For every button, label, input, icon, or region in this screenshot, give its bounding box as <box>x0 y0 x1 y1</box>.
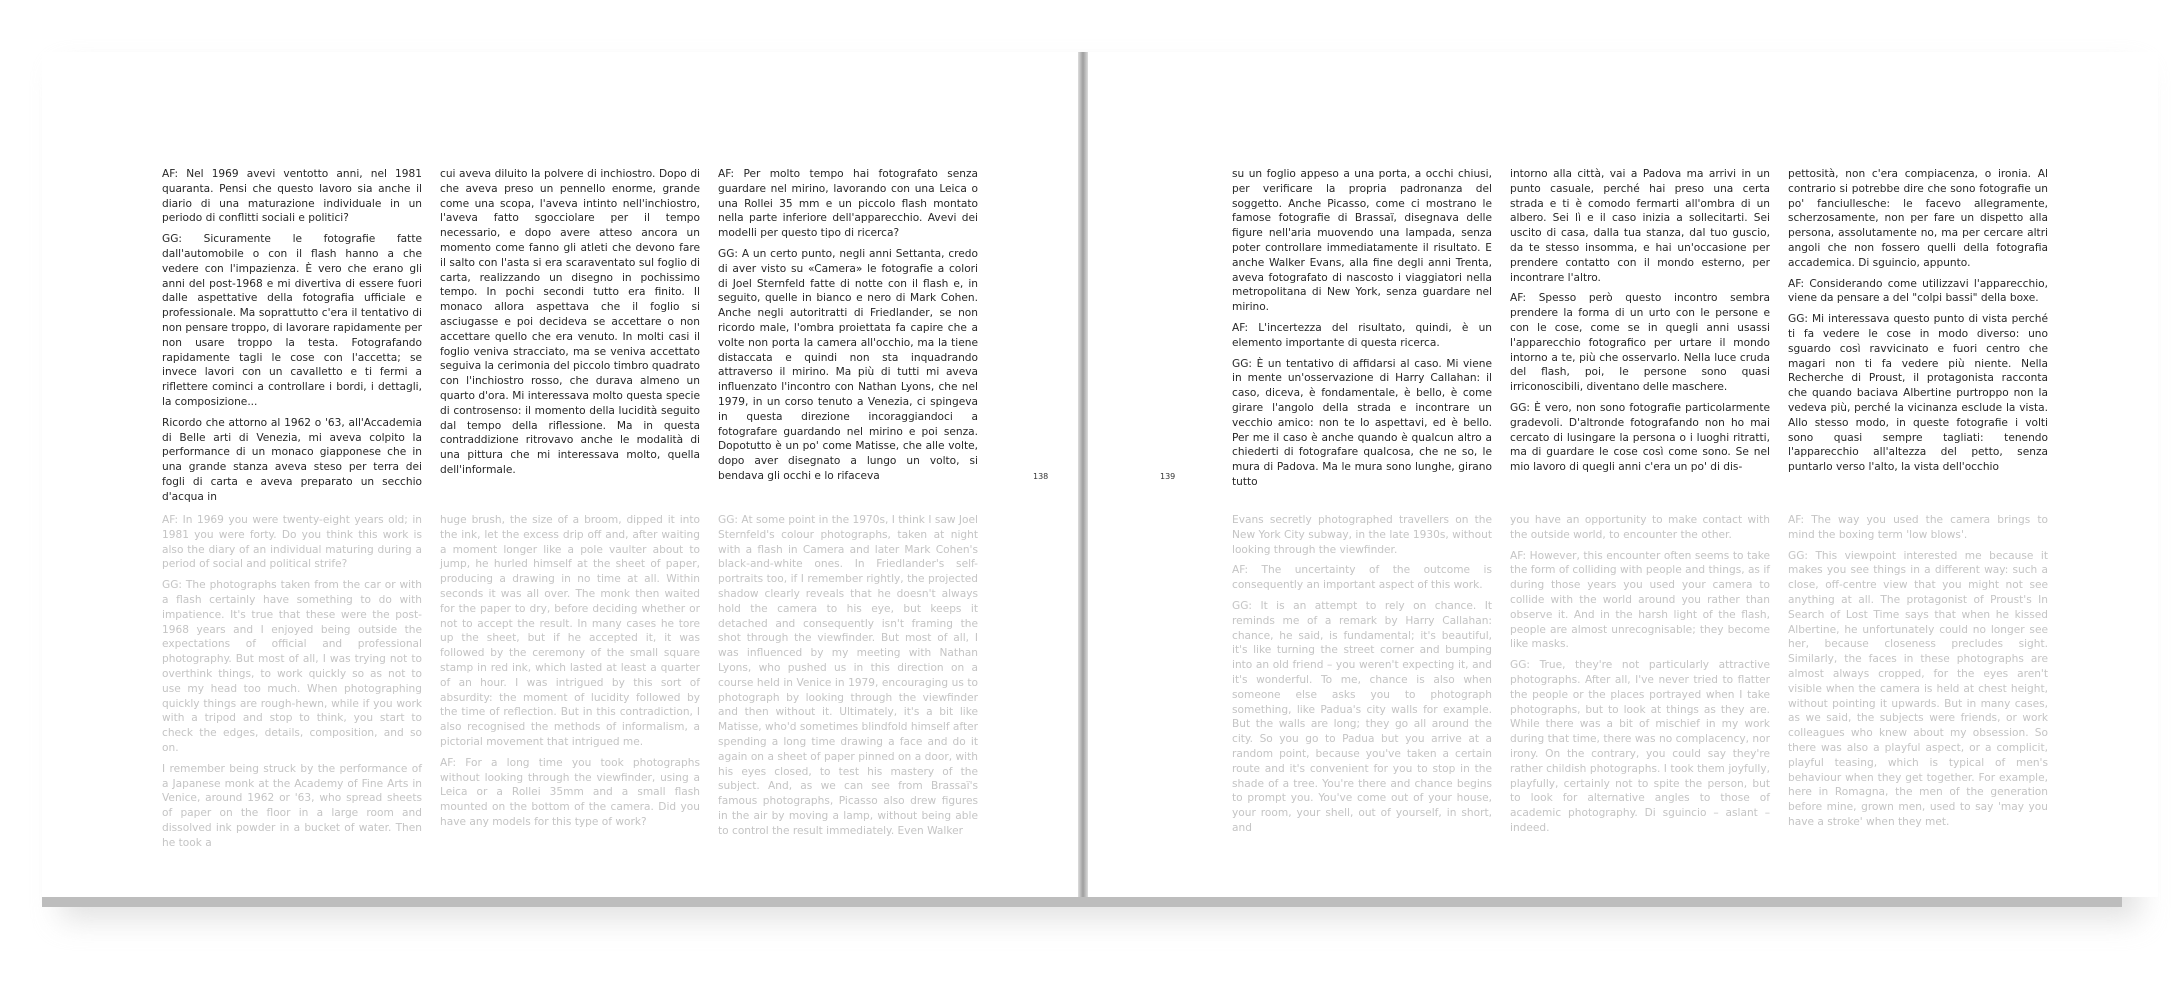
page-number-left: 138 <box>1033 472 1049 481</box>
paragraph: GG: È vero, non sono fotografie particolarmente gradevoli. D'altronde fotografando non ho mai cercato di lusingare la persona o i luoghi ritratti, ma di guardare le cose così come sono. Se nel mio lavoro di quegli anni c'era un po' di dis- <box>1510 401 1770 474</box>
italian-column-3 <box>718 167 978 490</box>
paragraph: AF: The way you used the camera brings to mind the boxing term 'low blows'. <box>1788 514 2048 541</box>
italian-column-5 <box>1510 167 1770 481</box>
paragraph: AF: Nel 1969 avevi ventotto anni, nel 1981 quaranta. Pensi che questo lavoro sia anche il diario di una maturazione individuale in un periodo di conflitti sociali e politici? <box>162 168 422 225</box>
paragraph: huge brush, the size of a broom, dipped it into the ink, let the excess drip off and, after waiting a moment longer like a pole vaulter about to jump, he hurled himself at the sheet of paper, producing a drawing in no time at all. Within seconds it was all over. The monk then waited for the paper to dry, before deciding whether or not to accept the result. In many cases he tore up the sheet, but if he accepted it, it was followed by the ceremony of the small square stamp in red ink, which lasted at least a quarter of an hour. I was intrigued by this sort of absurdity: the moment of lucidity followed by the time of reflection. But in this contradiction, I also recognised the methods of informalism, a pictorial movement that intrigued me. <box>440 514 700 748</box>
paragraph: intorno alla città, vai a Padova ma arrivi in un punto casuale, perché hai preso una certa strada e ti è comodo fermarti all'ombra di un albero. Sei lì e il caso inizia a sollecitarti. Sei uscito di casa, dalla tua stanza, dal tuo guscio, da te stesso insomma, e hai un'occasione per prendere contatto con il mondo esterno, per incontrare l'altro. <box>1510 168 1770 284</box>
book-gutter <box>1078 52 1088 897</box>
paragraph: GG: A un certo punto, negli anni Settanta, credo di aver visto su «Camera» le fotografie a colori di Joel Sternfeld fatte di notte con il flash e, in seguito, quelle in bianco e nero di Mark Cohen. Anche negli autoritratti di Friedlander, se non ricordo male, l'ombra proiettata fa capire che a volte non porta la camera all'occhio, ma la tiene distaccata e quindi non sta inquadrando attraverso il mirino. Ma più di tutti mi aveva influenzato l'incontro con Nathan Lyons, che nel 1979, in un corso tenuto a Venezia, ci spingeva in questa direzione incoraggiandoci a fotografare guardando nel mirino e poi senza. Dopotutto è un po' come Matisse, che alle volte, dopo aver disegnato a lungo un volto, si bendava gli occhi e lo rifaceva <box>718 247 978 482</box>
right-page <box>1082 52 2158 897</box>
italian-column-6 <box>1788 167 2048 481</box>
paragraph: AF: L'incertezza del risultato, quindi, è un elemento importante di questa ricerca. <box>1232 321 1492 349</box>
paragraph: GG: This viewpoint interested me because it makes you see things in a different way: such a close, off-centre view that you might not see anything at all. The protagonist of Proust's In Search of Lost Time says that when he kissed Albertine, he unfortunately could no longer see her, because closeness precludes sight. Similarly, the faces in these photographs are almost always cropped, for the eyes aren't visible when the camera is held at chest height, without pointing it upwards. But in many cases, as we said, the subjects were friends, or work colleagues who knew about my obsession. So there was also a playful aspect, or a complicit, playful teasing, which is typical of men's behaviour when they get together. For example, here in Romagna, the men of the generation before mine, grown men, used to say 'may you have a stroke' when they met. <box>1788 549 2048 828</box>
paragraph: GG: The photographs taken from the car or with a flash certainly have something to do with impatience. It's true that these were the post-1968 years and I enjoyed being outside the expectations of official and professional photography. But most of all, I was trying not to overthink things, to work quickly so as not to use my head too much. When photographing quickly things are rough-hewn, while if you work with a tripod and stop to think, you start to check the edges, details, composition, and so on. <box>162 579 422 754</box>
paragraph: Ricordo che attorno al 1962 o '63, all'Accademia di Belle arti di Venezia, mi aveva colpito la performance di un monaco giapponese che in una grande stanza aveva steso per terra dei fogli di carta e aveva preparato un secchio d'acqua in <box>162 416 422 503</box>
paragraph: pettosità, non c'era compiacenza, o ironia. Al contrario si potrebbe dire che sono fotografie un po' fanciullesche: le facevo allegramente, scherzosamente, non per fare un dispetto alla persona, assolutamente no, ma per cercare altri angoli che non fossero quelli della fotografia accademica. Di sguincio, appunto. <box>1788 168 2048 269</box>
left-page <box>42 52 1082 897</box>
italian-column-2 <box>440 167 700 484</box>
paragraph: AF: Per molto tempo hai fotografato senza guardare nel mirino, lavorando con una Leica o una Rollei 35 mm e un piccolo flash montato nella parte inferiore dell'apparecchio. Avevi dei modelli per questo tipo di ricerca? <box>718 168 978 240</box>
paragraph: Evans secretly photographed travellers on the New York City subway, in the late 1930s, without looking through the viewfinder. <box>1232 514 1492 556</box>
paragraph: GG: È un tentativo di affidarsi al caso. Mi viene in mente un'osservazione di Harry Callahan: il caso, diceva, è fondamentale, è bello, è come girare l'angolo della strada e incontrare un vecchio amico: non te lo aspettavi, ed è bello. Per me il caso è anche quando è qualcun altro a chiederti di fotografare qualcosa, che ne so, le mura di Padova. Ma le mura sono lunghe, girano tutto <box>1232 357 1492 488</box>
paragraph: AF: However, this encounter often seems to take the form of colliding with people and things, as if during those years you used your camera to collide with the world around you rather than observe it. And in the harsh light of the flash, people are almost unrecognisable; they become like masks. <box>1510 549 1770 651</box>
paragraph: GG: Mi interessava questo punto di vista perché ti fa vedere le cose in modo diverso: uno sguardo così ravvicinato e fuori centro che magari non ti fa vedere più niente. Nella Recherche di Proust, il protagonista racconta che quando baciava Albertine purtroppo non la vedeva più, perché la vicinanza esclude la vista. Allo stesso modo, in queste fotografie i volti sono quasi sempre tagliati: tenendo l'apparecchio all'altezza del petto, senza puntarlo verso l'alto, la vista dell'occhio <box>1788 313 2048 474</box>
paragraph: you have an opportunity to make contact with the outside world, to encounter the other. <box>1510 514 1770 541</box>
paragraph: AF: In 1969 you were twenty-eight years old; in 1981 you were forty. Do you think this work is also the diary of an individual maturing during a period of social and political strife? <box>162 514 422 571</box>
english-column-2 <box>440 513 700 836</box>
paragraph: cui aveva diluito la polvere di inchiostro. Dopo di che aveva preso un pennello enorme, grande come una scopa, l'aveva intinto nell'inchiostro, l'aveva fatto sgocciolare per il tempo necessario, e dopo avere atteso ancora un momento come fanno gli atleti che devono fare il salto con l'asta si era scaraventato sul foglio di carta, realizzando un disegno in pochissimo tempo. In pochi secondi tutto era finito. Il monaco allora aspettava che il foglio si asciugasse e poi decideva se accettare o non accettare quello che era venuto. In molti casi il foglio veniva stracciato, ma se veniva accettato seguiva la cerimonia del piccolo timbro quadrato con l'inchiostro rosso, che durava almeno un quarto d'ora. Mi interessava molto questa specie di controsenso: il momento della lucidità seguito dal tempo della riflessione. Ma in questa contraddizione ritrovavo anche le modalità di una pittura che mi interessava molto, quella dell'informale. <box>440 168 700 476</box>
paragraph: GG: True, they're not particularly attractive photographs. After all, I've never tried to flatter the people or the places portrayed when I take photographs, but to look at things as they are. While there was a bit of mischief in my work during that time, there was no complacency, nor irony. On the contrary, you could say they're rather childish photographs. I took them joyfully, playfully, certainly not to spite the person, but to look for alternative angles to those of academic photography. Di sguincio – aslant – indeed. <box>1510 659 1770 834</box>
paragraph: AF: The uncertainty of the outcome is consequently an important aspect of this work. <box>1232 564 1492 592</box>
paragraph: I remember being struck by the performance of a Japanese monk at the Academy of Fine Arts in Venice, around 1962 or '63, who spread sheets of paper on the floor in a large room and dissolved ink powder in a bucket of water. Then he took a <box>162 762 422 849</box>
english-column-5 <box>1510 513 1770 842</box>
english-column-6 <box>1788 513 2048 836</box>
italian-column-4 <box>1232 167 1492 496</box>
english-column-3 <box>718 513 978 845</box>
paragraph: GG: It is an attempt to rely on chance. It reminds me of a remark by Harry Callahan: chance, he said, is fundamental; it's beautiful, it's like turning the street corner and bumping into an old friend – you weren't expecting it, and it's wonderful. To me, chance is also when someone else asks you to photograph something, like Padua's city walls for example. But the walls are long; they go all around the city. So you go to Padua but you arrive at a random point, because you've taken a certain route and it's convenient for you to stop in the shade of a tree. You're there and chance begins to prompt you. You've come out of your house, your room, your shell, out of yourself, in short, and <box>1232 599 1492 834</box>
english-column-4 <box>1232 513 1492 842</box>
open-book <box>42 52 2122 907</box>
paragraph: AF: Considerando come utilizzavi l'apparecchio, viene da pensare a del "colpi bassi" della boxe. <box>1788 277 2048 305</box>
paragraph: GG: At some point in the 1970s, I think I saw Joel Sternfeld's colour photographs, taken at night with a flash in Camera and later Mark Cohen's black-and-white ones. In Friedlander's self-portraits too, if I remember rightly, the projected shadow clearly reveals that he doesn't always hold the camera to his eye, but keeps it detached and consequently isn't framing the shot through the viewfinder. But most of all, I was influenced by my meeting with Nathan Lyons, who pushed us in this direction on a course held in Venice in 1979, encouraging us to photograph by looking through the viewfinder and then without it. Ultimately, it's a bit like Matisse, who'd sometimes blindfold himself after spending a long time drawing a face and do it again on a sheet of paper pinned on a door, with his eyes closed, to test his mastery of the subject. And, as we can see from Brassaï's famous photographs, Picasso also drew figures in the air by moving a lamp, without being able to control the result immediately. Even Walker <box>718 514 978 837</box>
page-number-right: 139 <box>1160 472 1176 481</box>
paragraph: AF: Spesso però questo incontro sembra prendere la forma di un urto con le persone e con le cose, come se in quegli anni usassi l'apparecchio fotografico per urtare il mondo intorno a te, più che osservarlo. Nella luce cruda del flash, poi, le persone sono quasi irriconoscibili, diventano delle maschere. <box>1510 292 1770 394</box>
paragraph: GG: Sicuramente le fotografie fatte dall'automobile o con il flash hanno a che vedere con l'impazienza. È vero che erano gli anni del post-1968 e mi divertiva di essere fuori dalle aspettative della fotografia ufficiale e professionale. Ma soprattutto c'era il tentativo di non pensare troppo, di lavorare rapidamente per non usare troppo la testa. Fotografando rapidamente tagli le cose con l'accetta; se invece lavori con un cavalletto e ti fermi a riflettere cominci a controllare i bordi, i dettagli, la composizione... <box>162 233 422 408</box>
paragraph: AF: For a long time you took photographs without looking through the viewfinder, using a Leica or a Rollei 35mm and a small flash mounted on the bottom of the camera. Did you have any models for this type of work? <box>440 756 700 828</box>
english-column-1 <box>162 513 422 857</box>
paragraph: su un foglio appeso a una porta, a occhi chiusi, per verificare la propria padronanza del soggetto. Anche Picasso, come ci mostrano le famose fotografie di Brassaï, disegnava delle figure nell'aria muovendo una lampada, senza poter controllare immediatamente il risultato. E anche Walker Evans, alla fine degli anni Trenta, aveva fotografato di nascosto i viaggiatori nella metropolitana di New York, senza guardare nel mirino. <box>1232 168 1492 314</box>
italian-column-1 <box>162 167 422 511</box>
